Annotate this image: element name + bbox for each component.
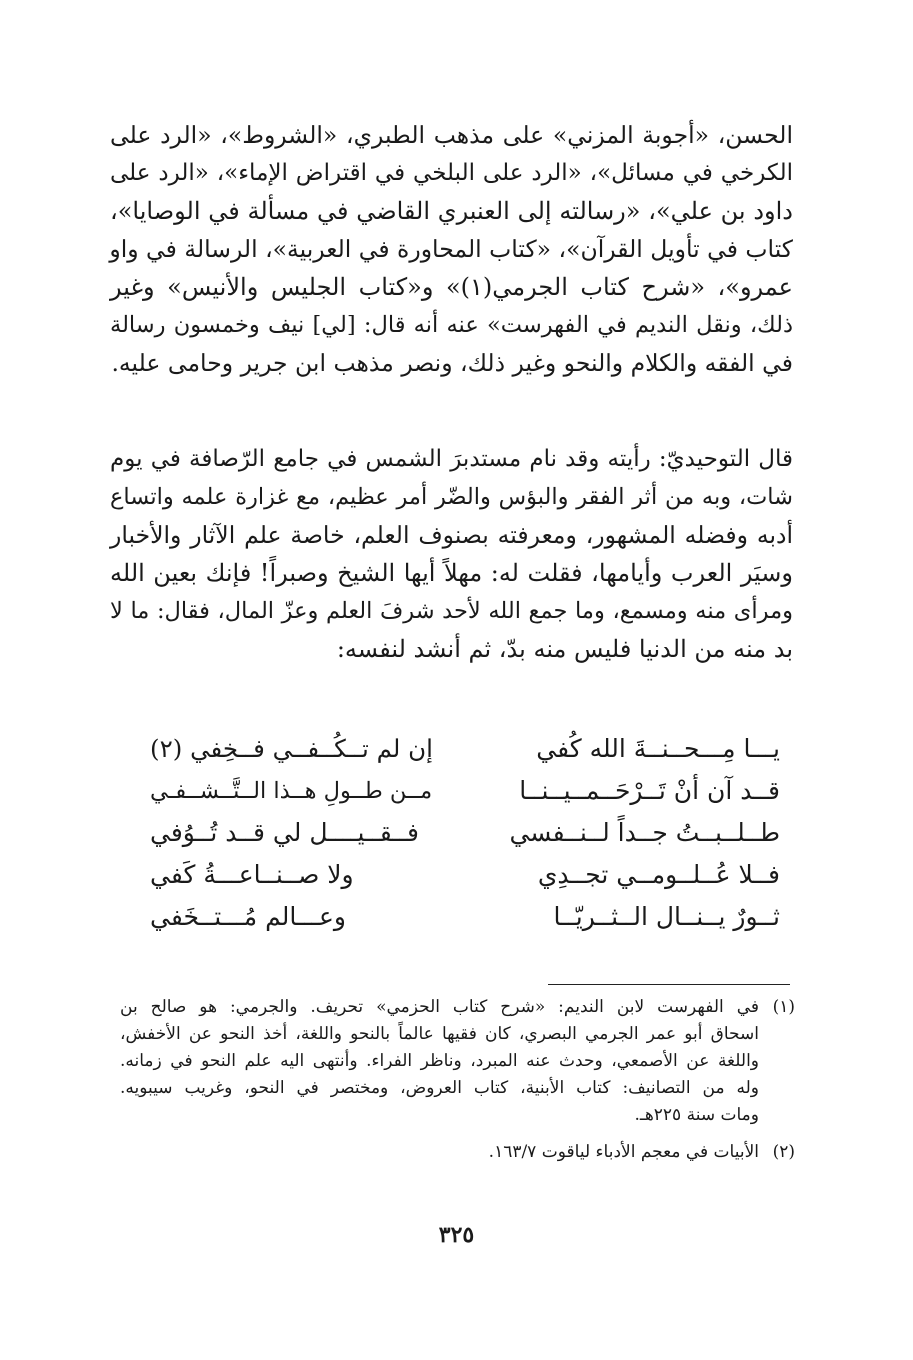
verse-second-hemistich: إن لم تــكُــفــي فــخِفي (٢) (150, 734, 433, 763)
footnote-body (120, 994, 759, 1129)
footnote-line: الأبيات في معجم الأدباء لياقوت ١٦٣/٧. (488, 1142, 759, 1162)
verse-second-hemistich: مــن طــولِ هــذا الــتَّــشــفـي (150, 778, 433, 804)
poem-verse (150, 854, 780, 896)
footnotes (120, 994, 795, 1166)
footnote-number: (٢) (772, 1142, 795, 1162)
text-line: ذلك، ونقل النديم في الفهرست» عنه أنه قال: [لي] نيف وخمسون رسالة (110, 312, 793, 338)
poem-verse (150, 770, 780, 812)
footnote-line: واللغة عن الأصمعي، وحدث عنه المبرد، وناظر الفراء. وأنتهى اليه علم النحو في زمانه. (120, 1051, 759, 1071)
verse-first-hemistich: قــد آن أنْ تَــرْحَــمــيــنــا (519, 776, 780, 805)
poem-verse (150, 728, 780, 770)
text-line: في الفقه والكلام والنحو وغير ذلك، ونصر مذهب ابن جرير وحامى عليه. (111, 349, 793, 377)
footnote-number: (١) (772, 997, 795, 1017)
footnote-line: ومات سنة ٢٢٥هـ. (634, 1105, 759, 1125)
text-line: عمرو»، «شرح كتاب الجرمي(١)» و«كتاب الجليس والأنيس» وغير (110, 273, 793, 301)
text-line: الكرخي في مسائل»، «الرد على البلخي في اقتراض الإماء»، «الرد على (110, 160, 793, 186)
text-line: الحسن، «أجوبة المزني» على مذهب الطبري، «الشروط»، «الرد على (110, 121, 793, 149)
poem-verse (150, 812, 780, 854)
text-line: شات، وبه من أثر الفقر والبؤس والضّر أمر عظيم، مع غزارة علمه واتساع (110, 484, 793, 510)
footnote-line: اسحاق أبو عمر الجرمي البصري، كان فقيها عالماً بالنحو واللغة، أخذ النحو عن الأخفش، (120, 1024, 759, 1044)
text-line: أدبه وفضله المشهور، ومعرفته بصنوف العلم، خاصة علم الآثار والأخبار (110, 521, 793, 549)
text-line: بد منه من الدنيا فليس منه بدّ، ثم أنشد لنفسه: (336, 635, 793, 663)
footnote-body (120, 1139, 759, 1166)
footnote-2 (120, 1139, 795, 1166)
text-line: داود بن علي»، «رسالته إلى العنبري القاضي في مسألة في الوصايا»، (110, 197, 793, 225)
page-number: ٣٢٥ (438, 1222, 475, 1248)
verse-second-hemistich: ولا صــنــاعـــةُ كَفي (150, 860, 354, 889)
text-line: وسيَر العرب وأيامها، فقلت له: مهلاً أيها الشيخ وصبراً! فإنك بعين الله (110, 559, 793, 587)
footnote-1 (120, 994, 795, 1129)
verse-first-hemistich: فــلا عُــلــومــي تجــدِي (537, 860, 780, 889)
verse-second-hemistich: فــقــيــــل لي قــد تُــوُفي (150, 818, 419, 847)
text-line: كتاب في تأويل القرآن»، «كتاب المحاورة في العربية»، الرسالة في واو (109, 235, 793, 263)
footnote-line: في الفهرست لابن النديم: «شرح كتاب الحزمي» تحريف. والجرمي: هو صالح بن (120, 997, 759, 1017)
verse-first-hemistich: طــلــبــتُ جــداً لــنــفسي (509, 818, 780, 847)
paragraph-1 (110, 116, 793, 382)
footnote-line: وله من التصانيف: كتاب الأبنية، كتاب العروض، ومختصر في النحو، وغريب سيبويه. (120, 1078, 759, 1098)
footnote-separator (548, 984, 790, 985)
paragraph-2 (110, 440, 793, 668)
verse-second-hemistich: وعـــالم مُـــتــخَفي (150, 902, 346, 931)
text-line: قال التوحيديّ: رأيته وقد نام مستدبرَ الشمس في جامع الرّصافة في يوم (110, 446, 793, 472)
text-line: ومرأى منه ومسمع، وما جمع الله لأحد شرفَ العلم وعزّ المال، فقال: ما لا (110, 598, 793, 624)
poem-verse (150, 896, 780, 938)
poem (150, 728, 780, 938)
verse-first-hemistich: ثــورٌ يــنــال الــثــريّــا (553, 902, 780, 931)
verse-first-hemistich: يـــا مِـــحــنــةَ الله كُفي (536, 734, 780, 763)
